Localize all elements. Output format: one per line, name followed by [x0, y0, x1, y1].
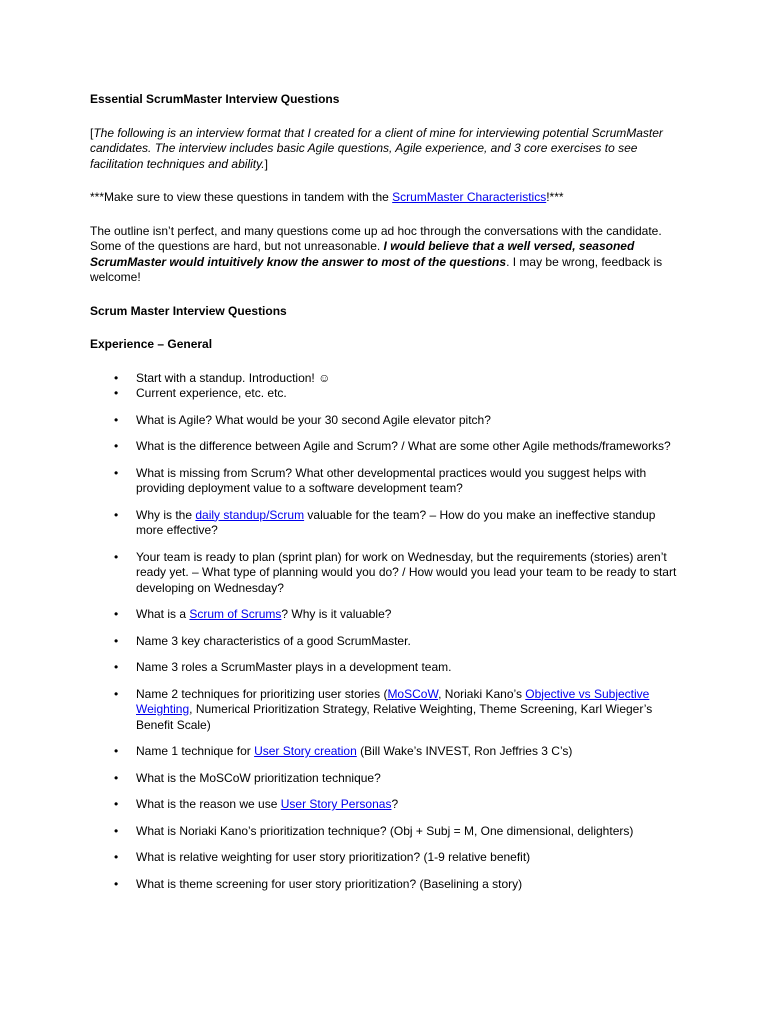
note-paragraph	[90, 190, 680, 206]
objective-subjective-weighting-link[interactable]: Objective vs Subjective Weighting	[136, 686, 650, 716]
list-item: • What is the difference between Agile and Scrum? / What are some other Agile methods/frameworks?	[90, 439, 680, 455]
list-item: • What is theme screening for user story prioritization? (Baselining a story)	[90, 877, 680, 893]
outline-text: The outline isn’t perfect, and many questions come up ad hoc through the conversations with the candidate. Some of the questions are hard, but not unreasonable.	[90, 223, 662, 253]
daily-standup-link[interactable]: daily standup/Scrum	[195, 507, 305, 522]
list-item: • Your team is ready to plan (sprint plan) for work on Wednesday, but the requirements (stories) aren’t ready yet. – What type of planning would you do? / How would you lead your team to be ready to start developing on Wednesday?	[90, 550, 680, 597]
page-title: Essential ScrumMaster Interview Questions	[90, 92, 340, 106]
intro-close-bracket: ]	[264, 156, 268, 171]
user-story-personas-link[interactable]: User Story Personas	[280, 797, 392, 811]
intro-open-bracket: [	[90, 125, 94, 140]
outline-paragraph	[90, 224, 680, 286]
section-heading: Scrum Master Interview Questions	[90, 303, 287, 318]
document-page	[90, 92, 680, 903]
note-after: !***	[546, 190, 564, 204]
scrummaster-characteristics-link[interactable]: ScrumMaster Characteristics	[392, 190, 547, 204]
note-before: ***Make sure to view these questions in tandem with the	[90, 190, 393, 204]
scrum-of-scrums-link[interactable]: Scrum of Scrums	[189, 607, 282, 621]
list-item: • Name 3 roles a ScrumMaster plays in a development team.	[90, 660, 680, 676]
list-item: • What is Agile? What would be your 30 second Agile elevator pitch?	[90, 413, 680, 429]
outline-after: . I may be wrong, feedback is welcome!	[90, 254, 663, 284]
question-list	[90, 371, 680, 893]
list-item: • Why is the daily standup/Scrum valuable for the team? – How do you make an ineffective standup more effective?	[90, 508, 680, 539]
intro-paragraph	[90, 126, 680, 173]
list-item: • What is the reason we use User Story Personas?	[90, 797, 680, 813]
moscow-link[interactable]: MoSCoW	[387, 686, 439, 701]
list-item: • What is relative weighting for user story prioritization? (1-9 relative benefit)	[90, 850, 680, 866]
intro-italic-text: The following is an interview format that I created for a client of mine for interviewing potential ScrumMaster candidates. The interview includes basic Agile questions, Agile experience, and 3 core exercises to see facilitation techniques and ability.	[90, 125, 663, 171]
list-item: • What is the MoSCoW prioritization technique?	[90, 771, 680, 787]
list-item: • What is missing from Scrum? What other developmental practices would you suggest helps with providing deployment value to a software development team?	[90, 466, 680, 497]
list-item: • Name 1 technique for User Story creation (Bill Wake’s INVEST, Ron Jeffries 3 C’s)	[90, 744, 680, 760]
user-story-creation-link[interactable]: User Story creation	[254, 744, 357, 758]
list-item: • Current experience, etc. etc.	[90, 386, 680, 402]
outline-bold-italic: I would believe that a well versed, seasoned ScrumMaster would intuitively know the answer to most of the questions	[90, 239, 635, 269]
list-item: • What is a Scrum of Scrums? Why is it valuable?	[90, 607, 680, 623]
list-item: • Name 3 key characteristics of a good ScrumMaster.	[90, 634, 680, 650]
subsection-heading: Experience – General	[90, 337, 213, 351]
list-item: • Name 2 techniques for prioritizing user stories (MoSCoW, Noriaki Kano’s Objective vs Subjective Weighting, Numerical Prioritization Strategy, Relative Weighting, Theme Screening, Karl Wieger’s Benefit Scale)	[90, 687, 680, 734]
list-item: • Start with a standup. Introduction! ☺	[90, 371, 680, 387]
list-item: • What is Noriaki Kano’s prioritization technique? (Obj + Subj = M, One dimensional, delighters)	[90, 824, 680, 840]
